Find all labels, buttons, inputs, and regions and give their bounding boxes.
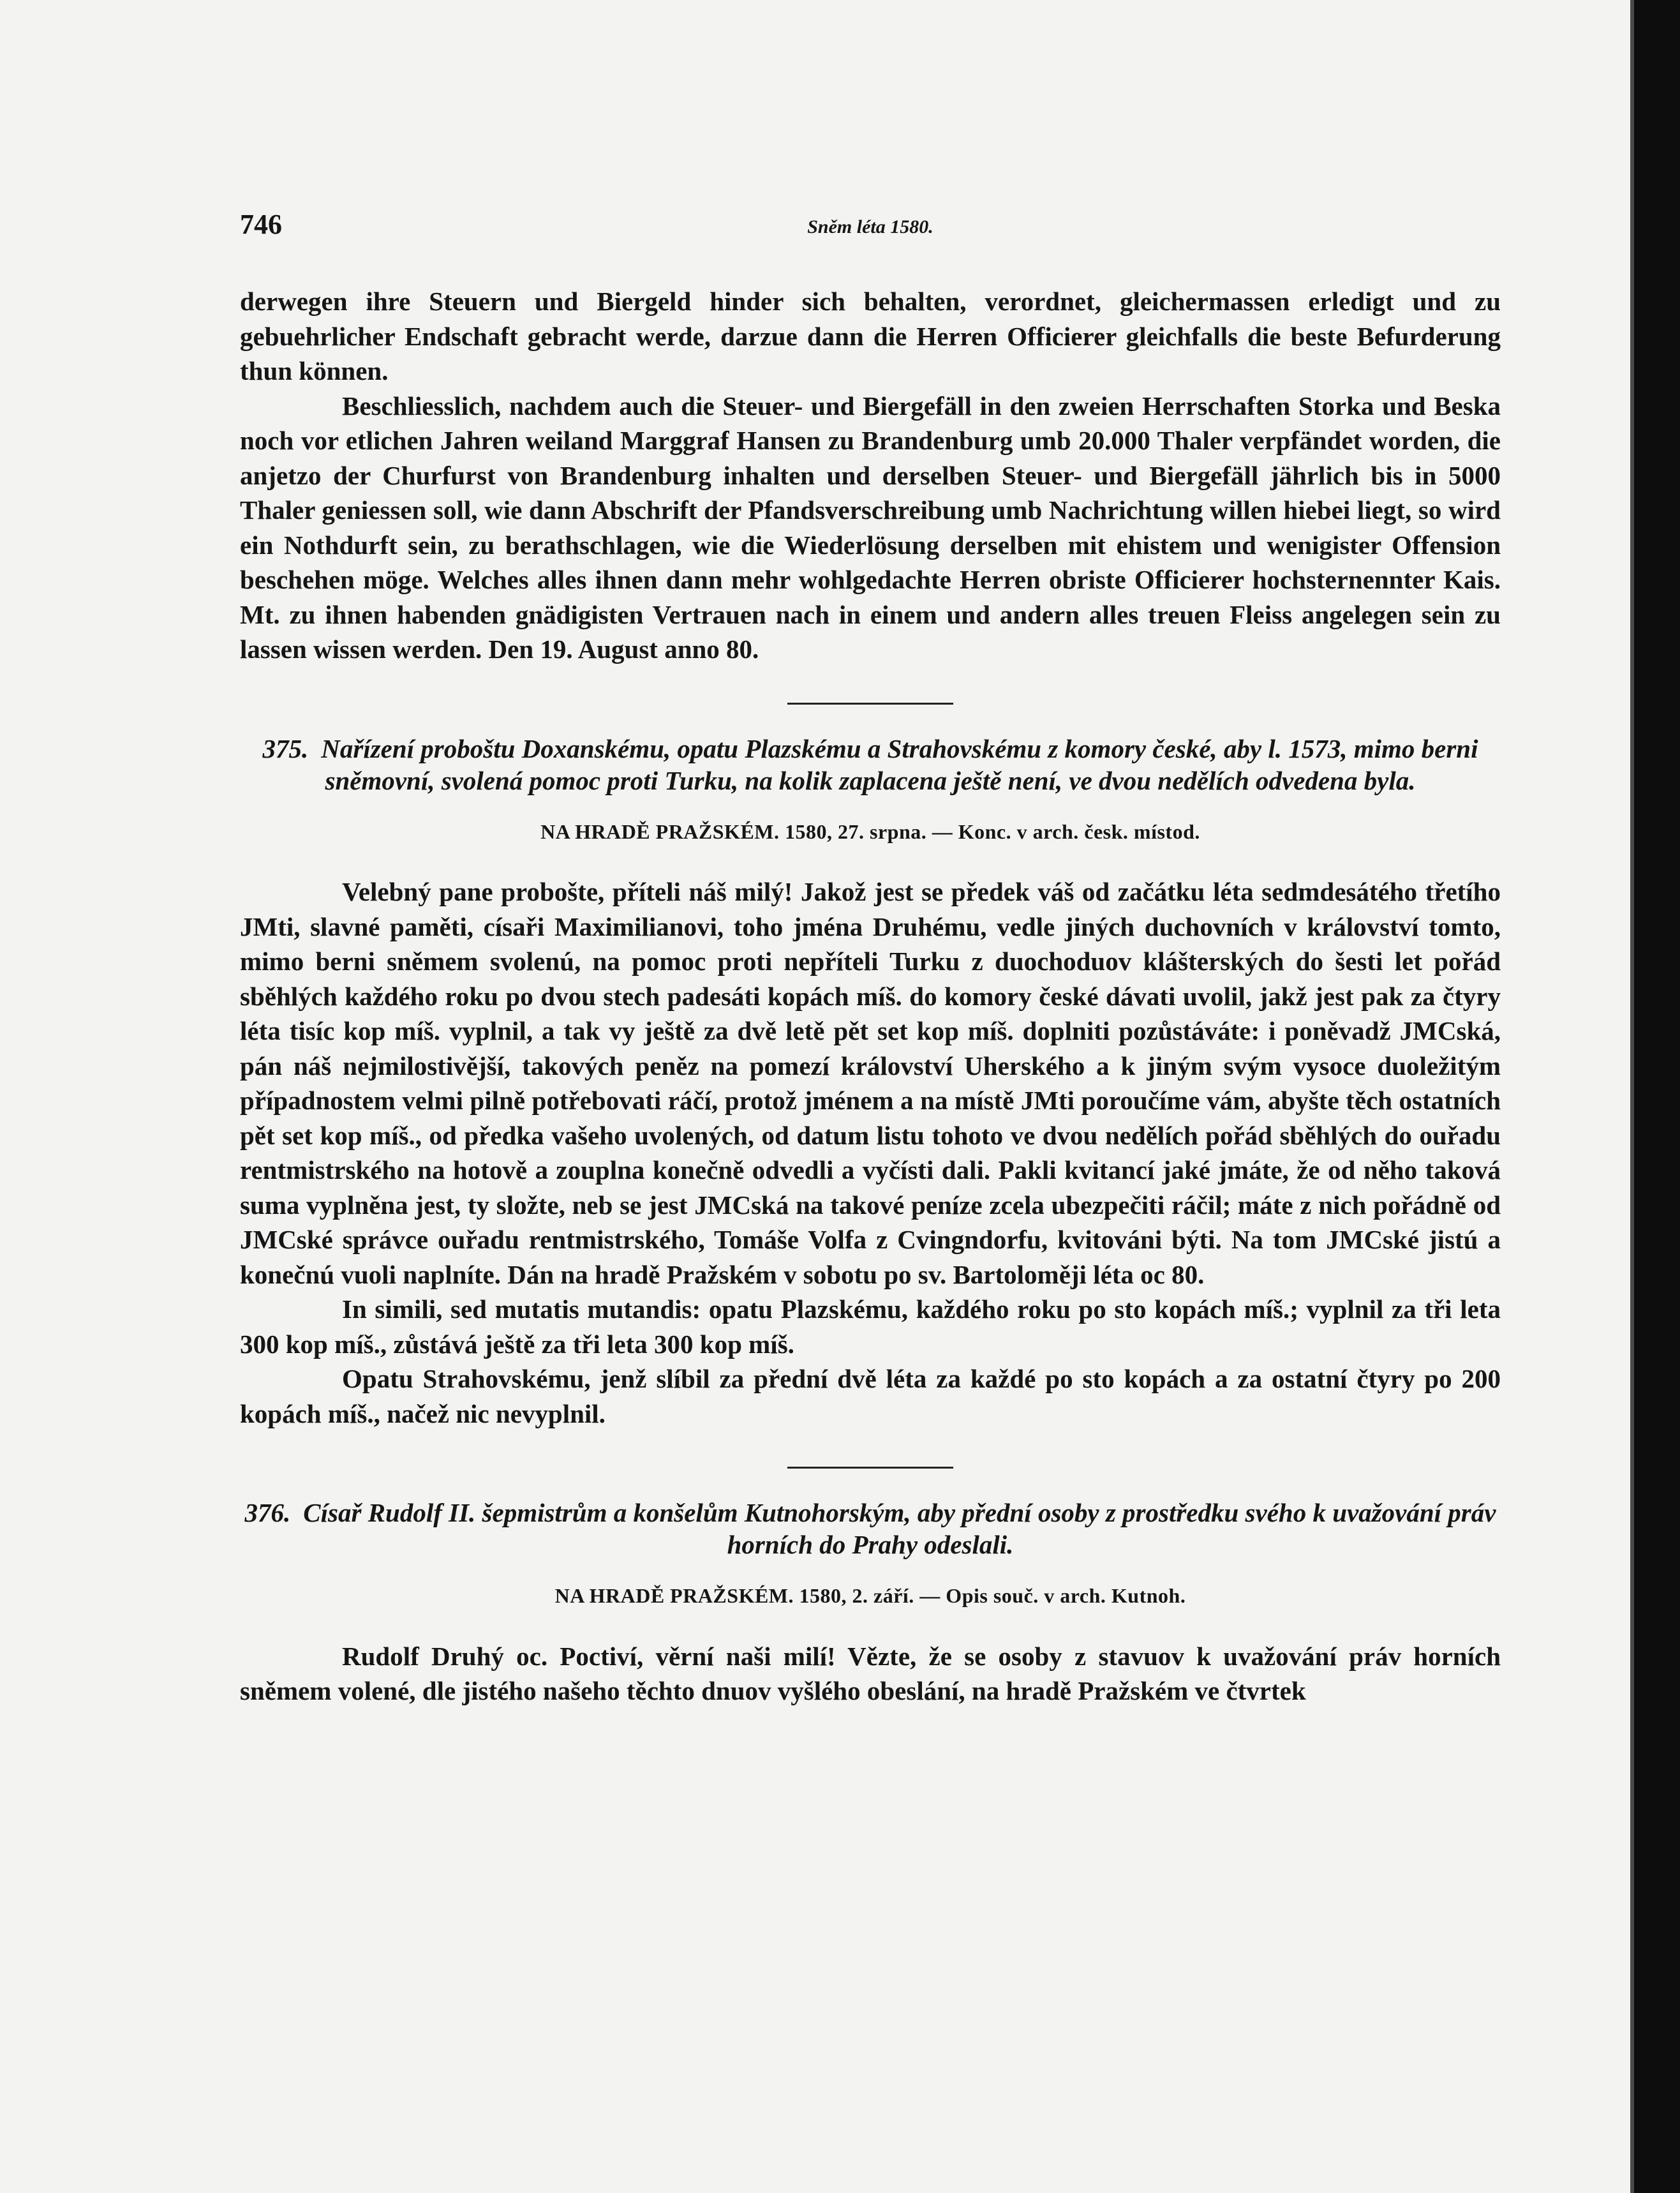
document-375-number: 375. [262,733,309,763]
running-title: Sněm léta 1580. [807,216,933,237]
document-375-heading [240,733,1501,797]
document-376-paragraph: Rudolf Druhý oc. Poctiví, věrní naši milí! Vězte, že se osoby z stavuov k uvažování práv horních sněmem volené, dle jistého našeho těchto dnuov vyšlého obeslání, na hradě Pražském ve čtvrtek [240,1641,1501,1705]
document-376-meta: NA HRADĚ PRAŽSKÉM. 1580, 2. září. — Opis souč. v arch. Kutnoh. [554,1584,1186,1607]
document-375-meta: NA HRADĚ PRAŽSKÉM. 1580, 27. srpna. — Konc. v arch. česk. místod. [540,820,1200,843]
continuation-paragraph: Beschliesslich, nachdem auch die Steuer- und Biergefäll in den zweien Herrschaften Storka und Beska noch vor etlichen Jahren weiland Marggraf Hansen zu Brandenburg umb 20.000 Thaler verpfändet worden, die anjetzo der Churfurst von Brandenburg inhalten und derselben Steuer- und Biergefäll jährlich bis in 5000 Thaler geniessen soll, wie dann Abschrift der Pfandsverschreibung umb Nachrichtung willen hiebei liegt, so wird ein Nothdurft sein, zu berathschlagen, wie die Wiederlösung derselben mit ehistem und wenigister Offension beschehen möge. Welches alles ihnen dann mehr wohlgedachte Herren obriste Officierer hochsternennter Kais. Mt. zu ihnen habenden gnädigisten Vertrauen nach in einem und andern alles treuen Fleiss angelegen sein zu lassen wissen werden. Den 19. August anno 80. [240,391,1501,664]
section-divider [787,1467,953,1469]
section-divider [787,703,953,705]
scan-edge-highlight [1630,0,1634,2193]
document-376-heading [240,1497,1501,1561]
document-375-paragraph: Velebný pane probošte, příteli náš milý! Jakož jest se předek váš od začátku léta sedmdesátého třetího JMti, slavné paměti, císaři Maximilianovi, toho jména Druhému, vedle jiných duchovních v království tomto, mimo berni sněmem svolenú, na pomoc proti nepříteli Turku z duochoduov klášterských do šesti let pořád sběhlých každého roku po dvou stech padesáti kopách míš. do komory české dávati uvolil, jakž jest pak za čtyry léta tisíc kop míš. vyplnil, a tak vy ještě za dvě letě pět set kop míš. doplniti pozůstáváte: i poněvadž JMCská, pán náš nejmilostivější, takových peněz na pomezí království Uherského a k jiným svým vysoce duoležitým případnostem velmi pilně potřebovati ráčí, protož jménem a na místě JMti poroučíme vám, abyšte těch ostatních pět set kop míš., od předka vašeho uvolených, od datum listu tohoto ve dvou nedělích pořád sběhlých do ouřadu rentmistrského na hotově a zouplna konečně odvedli a vyčísti dali. Pakli kvitancí jaké jmáte, že od něho taková suma vyplněna jest, ty složte, neb se jest JMCská na takové peníze zcela ubezpečiti ráčil; máte z nich pořádně od JMCské správce ouřadu rentmistrského, Tomáše Volfa z Cvingndorfu, kvitováni býti. Na tom JMCské jistú a konečnú vuoli naplníte. Dán na hradě Pražském v sobotu po sv. Bartoloměji léta oc 80. [240,877,1501,1289]
scan-edge [1630,0,1680,2193]
document-376-number: 376. [244,1498,291,1527]
text-area [240,207,1501,1709]
continuation-paragraph: derwegen ihre Steuern und Biergeld hinder sich behalten, verordnet, gleichermassen erledigt und zu gebuehrlicher Endschaft gebracht werde, darzue dann die Herren Officierer gleichfalls die beste Befurderung thun können. [240,287,1501,385]
document-376-title: Císař Rudolf II. šepmistrům a konšelům Kutnohorským, aby přední osoby z prostředku svého k uvažování práv horních do Prahy odeslali. [303,1498,1496,1559]
document-375-paragraph: In simili, sed mutatis mutandis: opatu Plazskému, každého roku po sto kopách míš.; vyplnil za tři leta 300 kop míš., zůstává ještě za tři leta 300 kop míš. [240,1294,1501,1359]
document-375-title: Nařízení proboštu Doxanskému, opatu Plazskému a Strahovskému z komory české, aby l. 1573, mimo berni sněmovní, svolená pomoc proti Turku, na kolik zaplacena ještě není, ve dvou nedělích odvedena byla. [321,733,1478,795]
document-375-paragraph: Opatu Strahovskému, jenž slíbil za přední dvě léta za každé po sto kopách a za ostatní čtyry po 200 kopách míš., načež nic nevyplnil. [240,1364,1501,1428]
running-head [240,207,1501,246]
page-number: 746 [240,209,282,240]
